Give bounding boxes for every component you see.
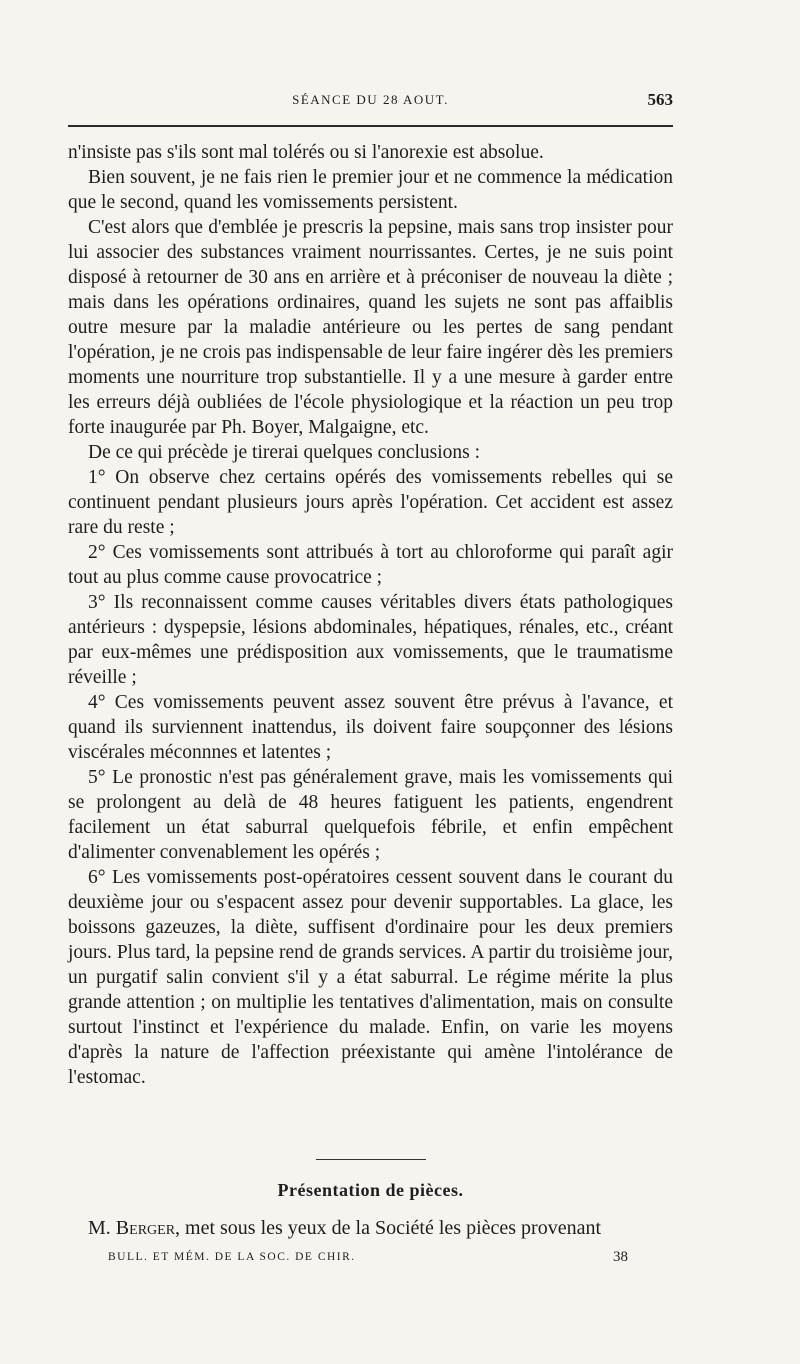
body-text — [68, 140, 673, 1090]
conclusion-item: 3° Ils reconnaissent comme causes véritables divers états pathologiques antérieurs : dyspepsie, lésions abdominales, hépatiques, rénales, etc., créant par eux-mêmes une prédisposition aux vomissements, que le traumatisme réveille ; — [68, 592, 673, 688]
paragraph: De ce qui précède je tirerai quelques conclusions : — [88, 442, 481, 463]
section-intro — [68, 1216, 673, 1241]
running-title: SÉANCE DU 28 AOUT. — [292, 92, 449, 107]
signature-mark: 38 — [613, 1249, 628, 1265]
conclusion-item: 4° Ces vomissements peuvent assez souvent être prévus à l'avance, et quand ils surviennent inattendus, ils doivent faire soupçonner des lésions viscérales méconnnes et latentes ; — [68, 692, 673, 763]
conclusion-item: 5° Le pronostic n'est pas généralement grave, mais les vomissements qui se prolongent au delà de 48 heures fatiguent les patients, engendrent facilement un état saburral quelquefois fébrile, et enfin empêchent d'alimenter convenablement les opérés ; — [68, 767, 673, 863]
section-title: Présentation de pièces. — [277, 1180, 464, 1200]
conclusion-item: 6° Les vomissements post-opératoires cessent souvent dans le courant du deuxième jour ou s'espacent assez pour devenir supportables. La glace, les boissons gazeuzes, la diète, suffisent d'ordinaire pour les deux premiers jours. Plus tard, la pepsine rend de grands services. A partir du troisième jour, un purgatif salin convient s'il y a état saburral. Le régime mérite la plus grande attention ; on multiplie les tentatives d'alimentation, mais on consulte surtout l'instinct et l'expérience du malade. Enfin, on varie les moyens d'après la nature de l'affection préexistante qui amène l'intolérance de l'estomac. — [68, 867, 673, 1088]
paragraph: C'est alors que d'emblée je prescris la pepsine, mais sans trop insister pour lui associer des substances vraiment nourrissantes. Certes, je ne suis point disposé à retourner de 30 ans en arrière et à préconiser de nouveau la diète ; mais dans les opérations ordinaires, quand les sujets ne sont pas affaiblis outre mesure par la maladie antérieure ou les pertes de sang pendant l'opération, je ne crois pas indispensable de leur faire ingérer dès les premiers moments une nourriture trop substantielle. Il y a une mesure à garder entre les erreurs déjà oubliées de l'école physiologique et la réaction un peu trop forte inaugurée par Ph. Boyer, Malgaigne, etc. — [68, 217, 673, 438]
intro-text: , met sous les yeux de la Société les pièces provenant — [175, 1217, 602, 1239]
journal-name: BULL. ET MÉM. DE LA SOC. DE CHIR. — [108, 1251, 356, 1263]
conclusion-item: 2° Ces vomissements sont attribués à tort au chloroforme qui paraît agir tout au plus comme cause provocatrice ; — [68, 542, 673, 588]
section-divider — [316, 1159, 426, 1160]
header-rule — [68, 125, 673, 127]
paragraph: Bien souvent, je ne fais rien le premier jour et ne commence la médication que le second, quand les vomissements persistent. — [68, 167, 673, 213]
conclusion-item: 1° On observe chez certains opérés des vomissements rebelles qui se continuent pendant plusieurs jours après l'opération. Cet accident est assez rare du reste ; — [68, 467, 673, 538]
page-number: 563 — [647, 90, 673, 109]
paragraph: n'insiste pas s'ils sont mal tolérés ou si l'anorexie est absolue. — [68, 142, 544, 163]
author-name: Berger — [115, 1217, 176, 1239]
running-header — [68, 92, 673, 114]
intro-prefix: M. — [88, 1217, 111, 1239]
page-footer — [108, 1251, 628, 1269]
